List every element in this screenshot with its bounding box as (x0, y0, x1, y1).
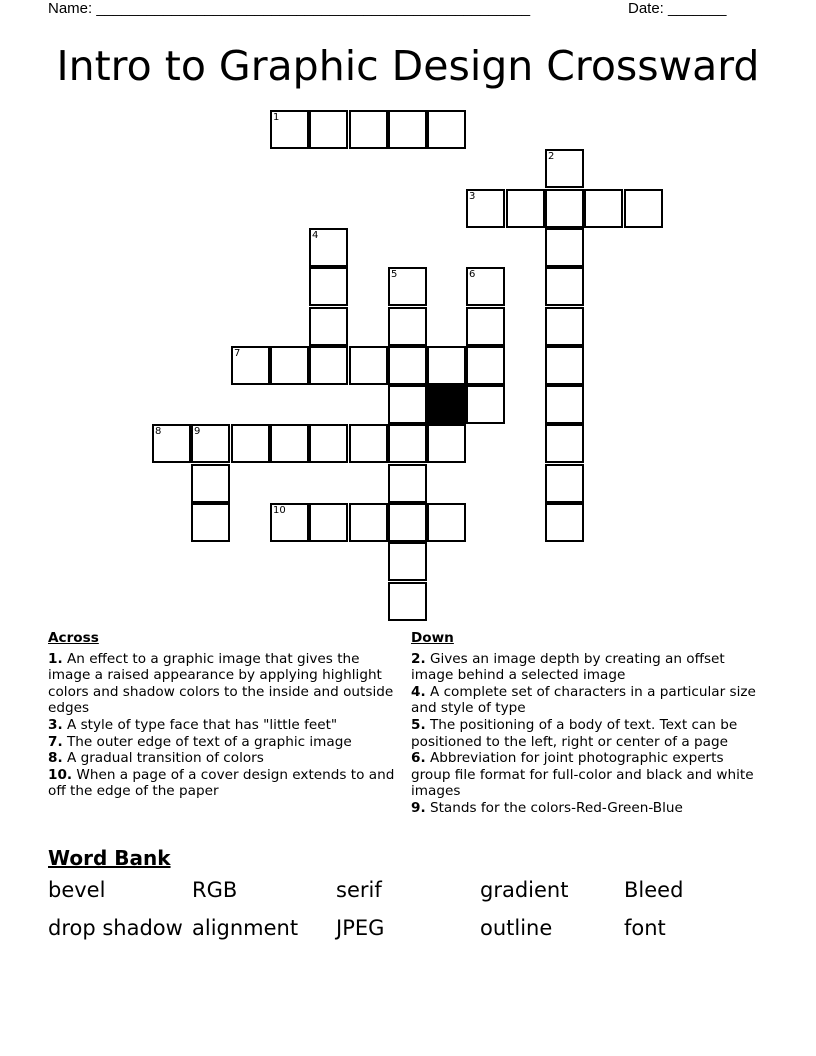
clue-text: Stands for the colors-Red-Green-Blue (429, 799, 683, 816)
clue-number-label: 3 (469, 191, 476, 202)
across-clues (48, 630, 398, 800)
clue-across-10 (48, 767, 398, 800)
clue-down-6 (411, 750, 761, 800)
clue-number: 6. (411, 750, 426, 767)
clue-number: 4. (411, 683, 426, 700)
clue-text: The positioning of a body of text. Text can be positioned to the left, right or center of a page (411, 716, 738, 750)
name-line: Name: ____________________________________________________ (48, 0, 531, 17)
crossword-cell[interactable] (152, 424, 191, 463)
crossword-cell[interactable] (349, 110, 388, 149)
crossword-cell[interactable] (545, 189, 584, 228)
crossword-cell[interactable] (309, 503, 348, 542)
clue-number-label: 10 (273, 505, 286, 516)
crossword-cell[interactable] (584, 189, 623, 228)
crossword-cell[interactable] (388, 582, 427, 621)
clue-text: Gives an image depth by creating an offset image behind a selected image (411, 650, 725, 684)
clue-text: The outer edge of text of a graphic image (66, 733, 352, 750)
clue-text: A style of type face that has "little feet" (66, 716, 338, 733)
word-bank-item: RGB (192, 878, 238, 902)
crossword-cell[interactable] (545, 464, 584, 503)
down-heading: Down (411, 630, 454, 646)
clue-text: When a page of a cover design extends to and off the edge of the paper (48, 766, 395, 800)
clue-across-8 (48, 750, 398, 767)
word-bank-item: Bleed (624, 878, 684, 902)
clue-down-9 (411, 800, 761, 817)
word-bank-item: outline (480, 916, 553, 940)
crossword-cell[interactable] (466, 307, 505, 346)
word-bank (48, 878, 768, 954)
word-bank-item: serif (336, 878, 382, 902)
clue-number-label: 8 (155, 426, 162, 437)
word-bank-item: drop shadow (48, 916, 183, 940)
crossword-cell[interactable] (545, 503, 584, 542)
crossword-cell[interactable] (388, 385, 427, 424)
across-heading: Across (48, 630, 99, 646)
clue-text: A gradual transition of colors (66, 750, 264, 767)
clue-number-label: 1 (273, 112, 280, 123)
clue-number-label: 9 (194, 426, 201, 437)
crossword-cell[interactable] (349, 346, 388, 385)
crossword-cell[interactable] (309, 110, 348, 149)
clue-number: 1. (48, 650, 63, 667)
clue-number: 9. (411, 799, 426, 816)
crossword-cell[interactable] (545, 307, 584, 346)
crossword-cell[interactable] (545, 228, 584, 267)
crossword-cell[interactable] (466, 385, 505, 424)
clue-text: An effect to a graphic image that gives the image a raised appearance by applying highlight colors and shadow colors to the inside and outside edges (48, 650, 394, 717)
word-bank-item: JPEG (336, 916, 385, 940)
crossword-cell[interactable] (545, 385, 584, 424)
word-bank-item: gradient (480, 878, 569, 902)
crossword-cell[interactable] (270, 110, 309, 149)
crossword-cell[interactable] (191, 464, 230, 503)
crossword-cell[interactable] (349, 424, 388, 463)
clue-number-label: 4 (312, 230, 319, 241)
clue-number: 2. (411, 650, 426, 667)
crossword-cell[interactable] (270, 424, 309, 463)
clue-number-label: 7 (234, 348, 241, 359)
word-bank-item: bevel (48, 878, 106, 902)
crossword-cell[interactable] (427, 346, 466, 385)
clue-across-1 (48, 651, 398, 717)
crossword-cell[interactable] (427, 110, 466, 149)
clue-number: 5. (411, 716, 426, 733)
clue-down-4 (411, 684, 761, 717)
clue-text: A complete set of characters in a particular size and style of type (411, 683, 756, 717)
clue-number-label: 2 (548, 151, 555, 162)
crossword-cell[interactable] (466, 267, 505, 306)
word-bank-item: alignment (192, 916, 299, 940)
crossword-cell[interactable] (388, 503, 427, 542)
crossword-cell[interactable] (309, 307, 348, 346)
page-title: Intro to Graphic Design Crossward (56, 42, 760, 90)
clue-number: 8. (48, 750, 63, 767)
crossword-cell[interactable] (270, 346, 309, 385)
crossword-cell[interactable] (309, 228, 348, 267)
crossword-cell[interactable] (231, 346, 270, 385)
crossword-cell[interactable] (309, 424, 348, 463)
word-bank-item: font (624, 916, 666, 940)
clue-number-label: 5 (391, 269, 398, 280)
clue-number: 3. (48, 716, 63, 733)
crossword-cell[interactable] (309, 267, 348, 306)
clue-across-7 (48, 734, 398, 751)
clue-down-2 (411, 651, 761, 684)
crossword-cell[interactable] (545, 149, 584, 188)
across-clue-list (48, 651, 398, 800)
crossword-cell[interactable] (388, 346, 427, 385)
crossword-cell[interactable] (231, 424, 270, 463)
down-clues (411, 630, 761, 817)
crossword-cell[interactable] (466, 189, 505, 228)
clue-down-5 (411, 717, 761, 750)
crossword-cell[interactable] (427, 424, 466, 463)
clue-text: Abbreviation for joint photographic experts group file format for full-color and black and white images (411, 750, 754, 800)
crossword-cell[interactable] (388, 307, 427, 346)
crossword-cell[interactable] (506, 189, 545, 228)
crossword-cell[interactable] (270, 503, 309, 542)
crossword-cell[interactable] (191, 424, 230, 463)
crossword-cell[interactable] (624, 189, 663, 228)
date-line: Date: _______ (628, 0, 727, 17)
down-clue-list (411, 651, 761, 817)
crossword-cell[interactable] (545, 424, 584, 463)
word-bank-title: Word Bank (48, 846, 171, 870)
crossword-cell[interactable] (427, 503, 466, 542)
clue-number: 10. (48, 766, 73, 783)
clue-number-label: 6 (469, 269, 476, 280)
clue-number: 7. (48, 733, 63, 750)
crossword-cell[interactable] (309, 346, 348, 385)
crossword-cell[interactable] (388, 464, 427, 503)
crossword-cell[interactable] (388, 424, 427, 463)
crossword-cell[interactable] (545, 267, 584, 306)
crossword-cell[interactable] (349, 503, 388, 542)
crossword-cell[interactable] (191, 503, 230, 542)
crossword-cell[interactable] (466, 346, 505, 385)
crossword-block (427, 385, 466, 424)
clue-across-3 (48, 717, 398, 734)
crossword-cell[interactable] (545, 346, 584, 385)
crossword-cell[interactable] (388, 267, 427, 306)
crossword-cell[interactable] (388, 542, 427, 581)
crossword-cell[interactable] (388, 110, 427, 149)
